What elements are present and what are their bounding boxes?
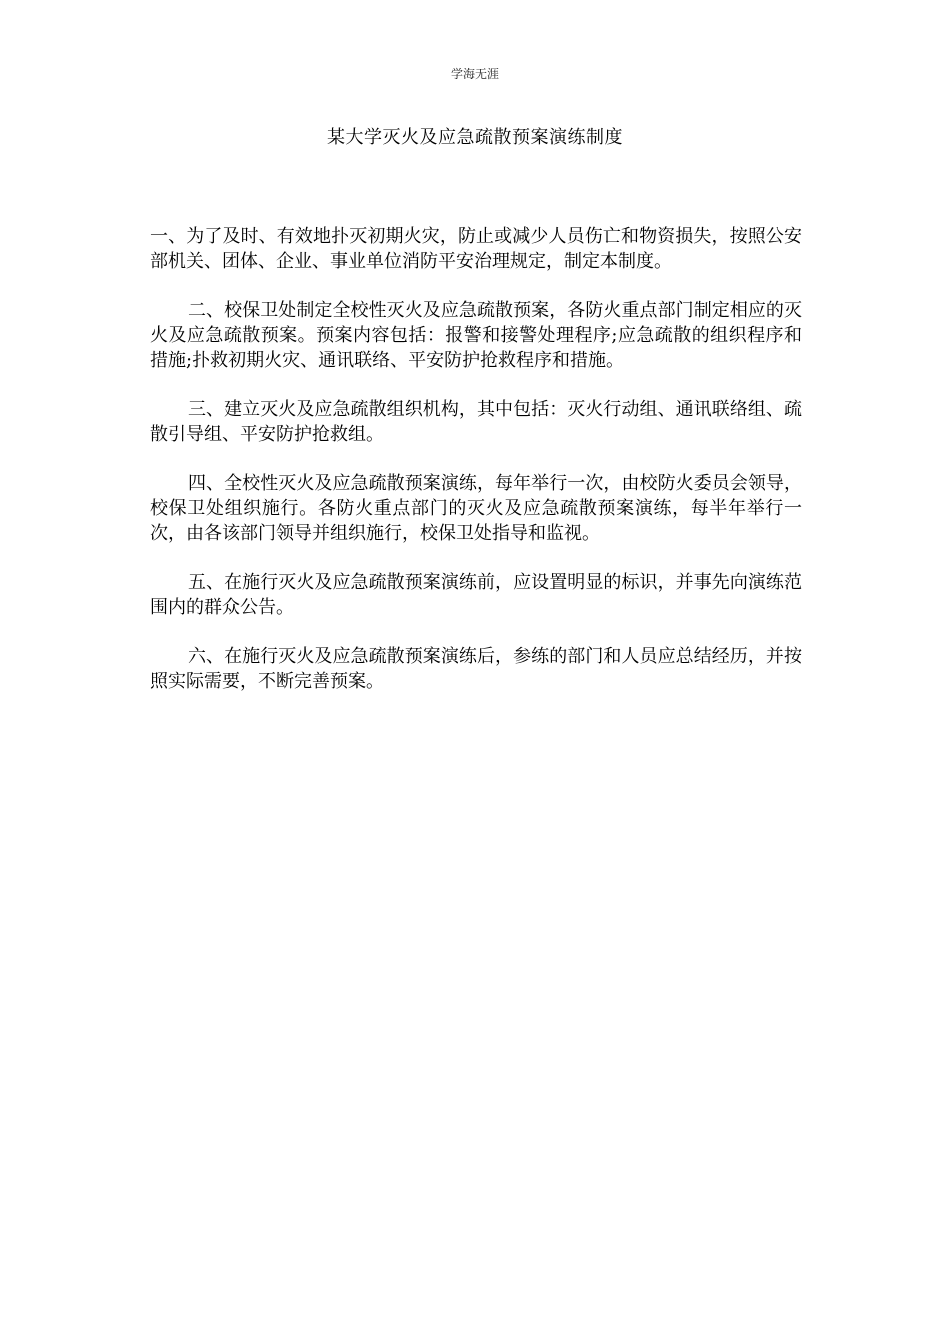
paragraph-6: 六、在施行灭火及应急疏散预案演练后，参练的部门和人员应总结经历，并按照实际需要，不断完善预案。 <box>150 646 802 692</box>
page-header: 学海无涯 <box>450 67 499 81</box>
paragraph-2: 二、校保卫处制定全校性灭火及应急疏散预案，各防火重点部门制定相应的灭火及应急疏散预案。预案内容包括：报警和接警处理程序;应急疏散的组织程序和措施;扑救初期火灾、通讯联络、平安防护抢救程序和措施。 <box>150 300 802 371</box>
paragraph-1: 一、为了及时、有效地扑灭初期火灾，防止或减少人员伤亡和物资损失，按照公安部机关、团体、企业、事业单位消防平安治理规定，制定本制度。 <box>150 226 802 272</box>
document-title: 某大学灭火及应急疏散预案演练制度 <box>327 127 623 148</box>
paragraph-4: 四、全校性灭火及应急疏散预案演练，每年举行一次，由校防火委员会领导，校保卫处组织施行。各防火重点部门的灭火及应急疏散预案演练，每半年举行一次，由各该部门领导并组织施行，校保卫处指导和监视。 <box>150 473 802 544</box>
paragraph-3: 三、建立灭火及应急疏散组织机构，其中包括：灭火行动组、通讯联络组、疏散引导组、平安防护抢救组。 <box>150 399 802 445</box>
paragraph-5: 五、在施行灭火及应急疏散预案演练前，应设置明显的标识，并事先向演练范围内的群众公告。 <box>150 572 802 618</box>
document-body <box>150 224 802 718</box>
